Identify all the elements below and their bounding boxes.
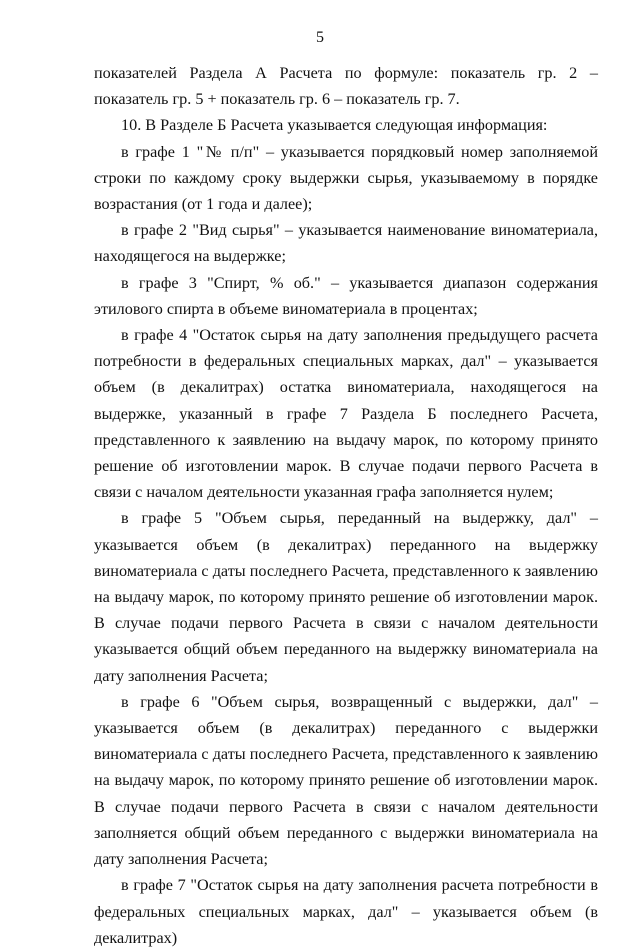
paragraph-column-1: в графе 1 "№ п/п" – указывается порядковый номер заполняемой строки по каждому сроку выдержки сырья, указываемому в порядке возрастания (от 1 года и далее); [94,142,598,214]
paragraph-section-b-intro: 10. В Разделе Б Расчета указывается следующая информация: [121,116,548,135]
paragraph-continuation: показателей Раздела А Расчета по формуле: показатель гр. 2 – показатель гр. 5 + показатель гр. 6 – показатель гр. 7. [94,64,598,109]
paragraph-column-2: в графе 2 "Вид сырья" – указывается наименование виноматериала, находящегося на выдержке; [94,221,598,266]
paragraph-column-5: в графе 5 "Объем сырья, переданный на выдержку, дал" – указывается объем (в декалитрах) переданного на выдержку виноматериала с даты последнего Расчета, представленного к заявлению на выдачу марок, по которому принято решение об изготовлении марок. В случае подачи первого Расчета в связи с началом деятельности указывается общий объем переданного на выдержку виноматериала на дату заполнения Расчета; [94,509,598,685]
page-number: 5 [316,29,324,46]
paragraph-column-6: в графе 6 "Объем сырья, возвращенный с выдержки, дал" – указывается объем (в декалитрах) переданного с выдержки виноматериала с даты последнего Расчета, представленного к заявлению на выдачу марок, по которому принято решение об изготовлении марок. В случае подачи первого Расчета в связи с началом деятельности заполняется общий объем переданного с выдержки виноматериала на дату заполнения Расчета; [94,692,598,869]
paragraph-column-3: в графе 3 "Спирт, % об." – указывается диапазон содержания этилового спирта в объеме виноматериала в процентах; [94,273,598,318]
paragraph-column-4: в графе 4 "Остаток сырья на дату заполнения предыдущего расчета потребности в федеральных специальных марках, дал" – указывается объем (в декалитрах) остатка виноматериала, находящегося на выдержке, указанный в графе 7 Раздела Б последнего Расчета, представленного к заявлению на выдачу марок, по которому принято решение об изготовлении марок. В случае подачи первого Расчета в связи с началом деятельности указанная графа заполняется нулем; [94,326,598,502]
paragraph-column-7: в графе 7 "Остаток сырья на дату заполнения расчета потребности в федеральных специальных марках, дал" – указывается объем (в декалитрах) [94,876,598,947]
body-text [94,60,598,951]
